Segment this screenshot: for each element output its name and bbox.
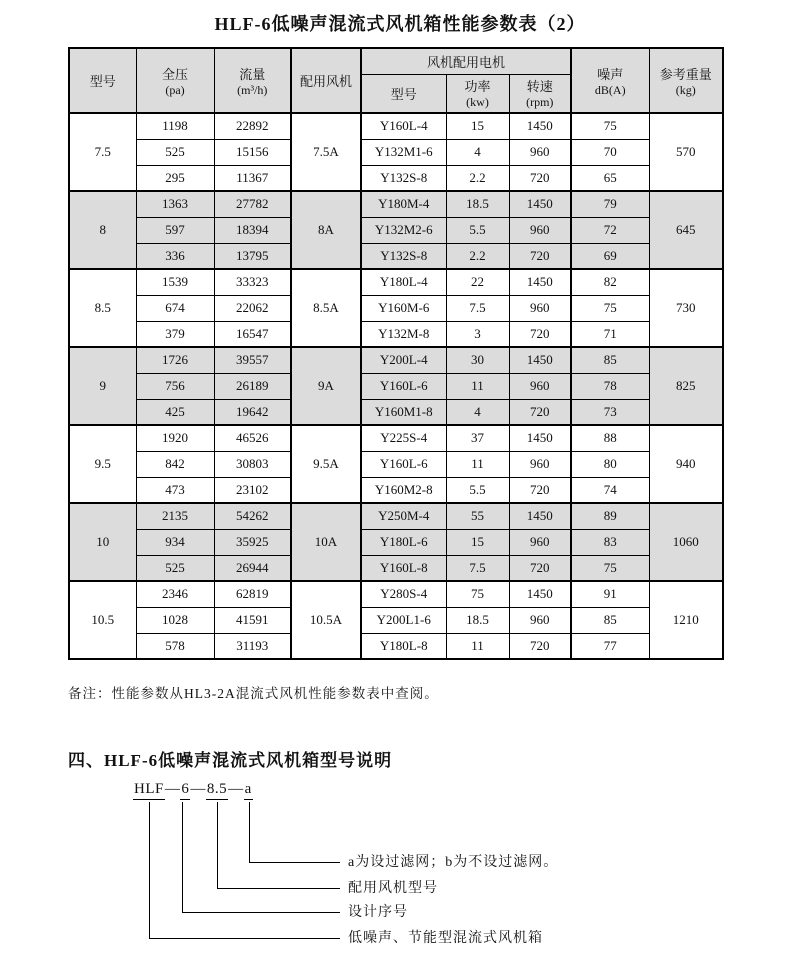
cell-pressure: 1539 <box>136 269 214 295</box>
cell-pressure: 336 <box>136 243 214 269</box>
cell-flow: 27782 <box>214 191 291 217</box>
cell-motor-model: Y180M-4 <box>361 191 446 217</box>
cell-speed: 1450 <box>509 347 571 373</box>
page-title: HLF-6低噪声混流式风机箱性能参数表（2） <box>214 14 586 34</box>
model-code-diagram <box>0 779 800 964</box>
cell-motor-model: Y160L-8 <box>361 555 446 581</box>
cell-speed: 960 <box>509 139 571 165</box>
table-header <box>69 48 723 113</box>
cell-motor-model: Y180L-8 <box>361 633 446 659</box>
cell-motor-model: Y180L-6 <box>361 529 446 555</box>
header-power <box>446 74 509 113</box>
cell-pressure: 295 <box>136 165 214 191</box>
cell-noise: 72 <box>571 217 649 243</box>
cell-pressure: 1198 <box>136 113 214 139</box>
code-dash: — <box>190 781 206 797</box>
cell-motor-model: Y200L1-6 <box>361 607 446 633</box>
table-row <box>69 217 723 243</box>
cell-speed: 720 <box>509 243 571 269</box>
cell-speed: 720 <box>509 633 571 659</box>
cell-flow: 30803 <box>214 451 291 477</box>
cell-noise: 75 <box>571 555 649 581</box>
label-series: 低噪声、节能型混流式风机箱 <box>348 931 543 946</box>
cell-noise: 75 <box>571 295 649 321</box>
cell-model: 10.5 <box>69 581 136 659</box>
cell-motor-model: Y160M1-8 <box>361 399 446 425</box>
cell-motor-model: Y160L-4 <box>361 113 446 139</box>
cell-model: 9 <box>69 347 136 425</box>
cell-flow: 54262 <box>214 503 291 529</box>
cell-noise: 73 <box>571 399 649 425</box>
header-flow <box>214 48 291 113</box>
cell-power: 5.5 <box>446 217 509 243</box>
cell-flow: 35925 <box>214 529 291 555</box>
code-dash: — <box>228 781 244 797</box>
cell-motor-model: Y225S-4 <box>361 425 446 451</box>
cell-flow: 46526 <box>214 425 291 451</box>
cell-power: 4 <box>446 139 509 165</box>
cell-speed: 1450 <box>509 581 571 607</box>
cell-weight: 645 <box>649 191 723 269</box>
cell-power: 4 <box>446 399 509 425</box>
cell-power: 15 <box>446 113 509 139</box>
table-note: 备注：性能参数从HL3-2A混流式风机性能参数表中查阅。 <box>68 686 439 701</box>
table-row <box>69 529 723 555</box>
code-part-fan: 8.5 <box>206 781 228 800</box>
header-fan: 配用风机 <box>291 48 361 113</box>
header-row-1 <box>69 48 723 74</box>
cell-motor-model: Y160M-6 <box>361 295 446 321</box>
cell-speed: 1450 <box>509 425 571 451</box>
cell-weight: 1060 <box>649 503 723 581</box>
label-fan: 配用风机型号 <box>348 881 438 896</box>
code-part-series: HLF <box>133 781 165 800</box>
cell-pressure: 525 <box>136 139 214 165</box>
cell-noise: 75 <box>571 113 649 139</box>
header-flow-unit: (m³/h) <box>237 82 268 97</box>
cell-power: 11 <box>446 373 509 399</box>
cell-fan: 8A <box>291 191 361 269</box>
cell-pressure: 1363 <box>136 191 214 217</box>
cell-fan: 10.5A <box>291 581 361 659</box>
cell-model: 7.5 <box>69 113 136 191</box>
cell-fan: 9A <box>291 347 361 425</box>
cell-noise: 74 <box>571 477 649 503</box>
code-dash: — <box>164 781 181 797</box>
cell-noise: 88 <box>571 425 649 451</box>
cell-motor-model: Y180L-4 <box>361 269 446 295</box>
table-row <box>69 607 723 633</box>
cell-weight: 570 <box>649 113 723 191</box>
cell-noise: 77 <box>571 633 649 659</box>
cell-weight: 730 <box>649 269 723 347</box>
table-row <box>69 243 723 269</box>
cell-speed: 720 <box>509 477 571 503</box>
cell-noise: 80 <box>571 451 649 477</box>
cell-pressure: 934 <box>136 529 214 555</box>
cell-pressure: 2346 <box>136 581 214 607</box>
cell-flow: 18394 <box>214 217 291 243</box>
cell-flow: 39557 <box>214 347 291 373</box>
header-weight <box>649 48 723 113</box>
cell-speed: 960 <box>509 295 571 321</box>
cell-noise: 78 <box>571 373 649 399</box>
cell-power: 7.5 <box>446 555 509 581</box>
cell-speed: 1450 <box>509 503 571 529</box>
cell-flow: 62819 <box>214 581 291 607</box>
table-row <box>69 139 723 165</box>
header-noise <box>571 48 649 113</box>
cell-power: 3 <box>446 321 509 347</box>
header-pressure-unit: (pa) <box>165 82 185 97</box>
cell-flow: 26189 <box>214 373 291 399</box>
header-speed-label: 转速 <box>526 79 553 95</box>
table-row <box>69 295 723 321</box>
cell-motor-model: Y132M2-6 <box>361 217 446 243</box>
header-power-unit: (kw) <box>466 95 489 110</box>
header-motor-group: 风机配用电机 <box>361 48 571 74</box>
cell-noise: 85 <box>571 347 649 373</box>
cell-noise: 83 <box>571 529 649 555</box>
table-row <box>69 451 723 477</box>
cell-pressure: 1726 <box>136 347 214 373</box>
table-row <box>69 373 723 399</box>
cell-power: 11 <box>446 633 509 659</box>
cell-speed: 960 <box>509 217 571 243</box>
table-row <box>69 503 723 529</box>
cell-fan: 9.5A <box>291 425 361 503</box>
cell-speed: 1450 <box>509 113 571 139</box>
header-motor-model: 型号 <box>361 74 446 113</box>
cell-speed: 1450 <box>509 269 571 295</box>
cell-speed: 960 <box>509 607 571 633</box>
code-part-filter: a <box>244 781 253 800</box>
cell-flow: 26944 <box>214 555 291 581</box>
cell-fan: 10A <box>291 503 361 581</box>
cell-power: 22 <box>446 269 509 295</box>
cell-motor-model: Y132M-8 <box>361 321 446 347</box>
cell-flow: 16547 <box>214 321 291 347</box>
cell-pressure: 578 <box>136 633 214 659</box>
table-row <box>69 399 723 425</box>
header-weight-unit: (kg) <box>675 82 696 97</box>
table-row <box>69 269 723 295</box>
cell-power: 37 <box>446 425 509 451</box>
table-row <box>69 165 723 191</box>
cell-flow: 11367 <box>214 165 291 191</box>
cell-pressure: 2135 <box>136 503 214 529</box>
cell-noise: 85 <box>571 607 649 633</box>
table-row <box>69 555 723 581</box>
cell-motor-model: Y250M-4 <box>361 503 446 529</box>
cell-motor-model: Y160L-6 <box>361 373 446 399</box>
header-weight-label: 参考重量 <box>659 66 712 82</box>
cell-flow: 22062 <box>214 295 291 321</box>
cell-speed: 1450 <box>509 191 571 217</box>
cell-motor-model: Y160M2-8 <box>361 477 446 503</box>
cell-speed: 720 <box>509 399 571 425</box>
cell-pressure: 756 <box>136 373 214 399</box>
cell-motor-model: Y280S-4 <box>361 581 446 607</box>
cell-pressure: 525 <box>136 555 214 581</box>
table-body <box>69 113 723 659</box>
cell-flow: 41591 <box>214 607 291 633</box>
cell-power: 7.5 <box>446 295 509 321</box>
table-row <box>69 113 723 139</box>
header-model: 型号 <box>69 48 136 113</box>
cell-power: 15 <box>446 529 509 555</box>
cell-model: 9.5 <box>69 425 136 503</box>
cell-power: 18.5 <box>446 191 509 217</box>
cell-noise: 91 <box>571 581 649 607</box>
cell-power: 75 <box>446 581 509 607</box>
cell-noise: 65 <box>571 165 649 191</box>
cell-flow: 22892 <box>214 113 291 139</box>
cell-motor-model: Y200L-4 <box>361 347 446 373</box>
cell-noise: 71 <box>571 321 649 347</box>
header-flow-label: 流量 <box>239 66 266 82</box>
cell-speed: 720 <box>509 555 571 581</box>
cell-power: 18.5 <box>446 607 509 633</box>
cell-speed: 720 <box>509 321 571 347</box>
cell-noise: 89 <box>571 503 649 529</box>
cell-pressure: 473 <box>136 477 214 503</box>
table-row <box>69 581 723 607</box>
header-pressure <box>136 48 214 113</box>
cell-flow: 23102 <box>214 477 291 503</box>
connector-series <box>149 802 340 939</box>
cell-pressure: 597 <box>136 217 214 243</box>
cell-speed: 960 <box>509 451 571 477</box>
cell-weight: 940 <box>649 425 723 503</box>
cell-flow: 19642 <box>214 399 291 425</box>
table-row <box>69 633 723 659</box>
cell-speed: 960 <box>509 373 571 399</box>
header-speed <box>509 74 571 113</box>
label-filter: a为设过滤网；b为不设过滤网。 <box>348 855 559 870</box>
cell-noise: 69 <box>571 243 649 269</box>
cell-motor-model: Y160L-6 <box>361 451 446 477</box>
cell-power: 55 <box>446 503 509 529</box>
cell-power: 11 <box>446 451 509 477</box>
cell-pressure: 379 <box>136 321 214 347</box>
cell-weight: 1210 <box>649 581 723 659</box>
cell-noise: 70 <box>571 139 649 165</box>
table-row <box>69 425 723 451</box>
cell-fan: 7.5A <box>291 113 361 191</box>
cell-pressure: 674 <box>136 295 214 321</box>
section-title: 四、HLF-6低噪声混流式风机箱型号说明 <box>68 751 393 770</box>
cell-flow: 33323 <box>214 269 291 295</box>
table-row <box>69 347 723 373</box>
cell-pressure: 1028 <box>136 607 214 633</box>
cell-speed: 960 <box>509 529 571 555</box>
cell-flow: 13795 <box>214 243 291 269</box>
cell-model: 10 <box>69 503 136 581</box>
header-pressure-label: 全压 <box>161 66 188 82</box>
cell-flow: 15156 <box>214 139 291 165</box>
cell-motor-model: Y132S-8 <box>361 243 446 269</box>
cell-motor-model: Y132S-8 <box>361 165 446 191</box>
cell-fan: 8.5A <box>291 269 361 347</box>
performance-table <box>68 47 724 660</box>
cell-weight: 825 <box>649 347 723 425</box>
cell-motor-model: Y132M1-6 <box>361 139 446 165</box>
cell-pressure: 842 <box>136 451 214 477</box>
code-part-design: 6 <box>180 781 190 800</box>
table-row <box>69 191 723 217</box>
label-design: 设计序号 <box>348 905 408 920</box>
cell-pressure: 1920 <box>136 425 214 451</box>
header-noise-label: 噪声 <box>597 66 624 82</box>
cell-power: 2.2 <box>446 243 509 269</box>
model-code <box>133 781 253 798</box>
cell-noise: 82 <box>571 269 649 295</box>
cell-flow: 31193 <box>214 633 291 659</box>
header-noise-unit: dB(A) <box>594 82 626 97</box>
header-power-label: 功率 <box>464 79 491 95</box>
cell-speed: 720 <box>509 165 571 191</box>
cell-model: 8 <box>69 191 136 269</box>
table-row <box>69 321 723 347</box>
cell-power: 5.5 <box>446 477 509 503</box>
header-speed-unit: (rpm) <box>526 95 554 110</box>
cell-model: 8.5 <box>69 269 136 347</box>
cell-pressure: 425 <box>136 399 214 425</box>
table-row <box>69 477 723 503</box>
cell-noise: 79 <box>571 191 649 217</box>
cell-power: 30 <box>446 347 509 373</box>
cell-power: 2.2 <box>446 165 509 191</box>
